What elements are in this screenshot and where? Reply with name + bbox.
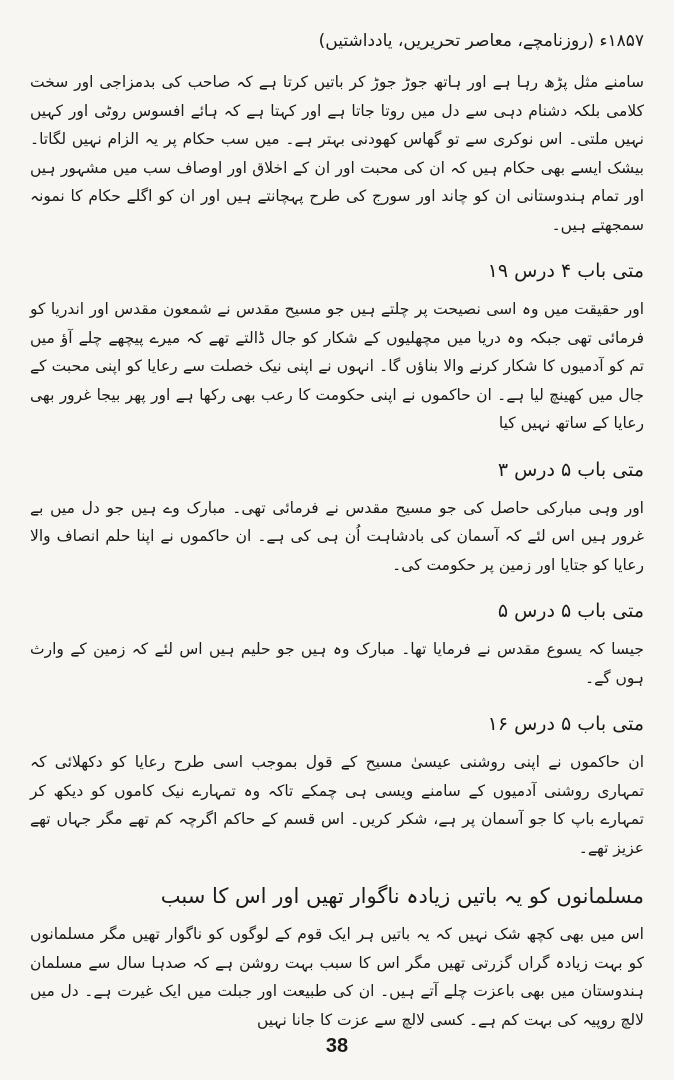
section-heading: متی باب ۵ درس ۳ xyxy=(497,458,644,481)
section-heading: مسلمانوں کو یہ باتیں زیادہ ناگوار تھیں اور اس کا سبب xyxy=(160,884,644,908)
paragraph: اور وہی مبارکی حاصل کی جو مسیح مقدس نے فرمائی تھی۔ مبارک وے ہیں جو دل میں بے غرور ہیں اس لئے کہ آسمان کی بادشاہت اُن ہی کی ہے۔ ان حاکموں نے اپنا حلم انصاف والا رعایا کو جتایا اور زمین پر حکومت کی۔ xyxy=(30,498,644,574)
running-head: ۱۸۵۷ء (روزنامچے، معاصر تحریریں، یادداشتیں) xyxy=(318,31,644,51)
paragraph: اس میں بھی کچھ شک نہیں کہ یہ باتیں ہر ایک قوم کے لوگوں کو ناگوار تھیں مگر مسلمانوں کو بہت زیادہ گراں گزرتی تھیں مگر اس کا سبب بہت روشن ہے کہ صدہا سال سے مسلمان ہندوستان میں بھی باعزت چلے آتے ہیں۔ ان کی طبیعت اور جبلت میں ایک غیرت ہے۔ دل میں لالچ روپیہ کی بہت کم ہے۔ کسی لالچ سے عزت کا جانا نہیں xyxy=(30,925,644,1029)
section-heading: متی باب ۵ درس ۵ xyxy=(497,600,644,622)
section-heading: متی باب ۴ درس ۱۹ xyxy=(487,260,644,282)
paragraph: اور حقیقت میں وہ اسی نصیحت پر چلتے ہیں جو مسیح مقدس نے شمعون مقدس اور اندریا کو فرمائی تھی جبکہ وہ دریا میں مچھلیوں کے شکار کو جال ڈالتے تھے کہ میرے پیچھے چلے آؤ میں تم کو آدمیوں کا شکار کرنے والا بناؤں گا۔ انہوں نے اپنی نیک خصلت سے رعایا کو اپنی محبت کے جال میں کھینچ لیا ہے۔ ان حاکموں نے اپنی حکومت کا رعب بھی رکھا ہے اور پھر بیجا غرور بھی رعایا کے ساتھ نہیں کیا xyxy=(30,300,644,432)
paragraph: ان حاکموں نے اپنی روشنی عیسیٰ مسیح کے قول بموجب اسی طرح رعایا کو دکھلائی کہ تمہاری روشنی آدمیوں کے سامنے ویسی ہی چمکے تاکہ وہ تمہارے نیک کاموں کو دیکھ کر تمہارے باپ کا جو آسمان پر ہے، شکر کریں۔ اس قسم کے حاکم اگرچہ کم تھے مگر جہاں تھے عزیز تھے۔ xyxy=(30,753,644,857)
paragraph: سامنے مثل پڑھ رہا ہے اور ہاتھ جوڑ جوڑ کر باتیں کرتا ہے کہ صاحب کی بدمزاجی اور سخت کلامی بلکہ دشنام دہی سے دل میں روتا جاتا ہے اور کہتا ہے کہ ہائے افسوس روٹی اور کہیں نہیں ملتی۔ اس نوکری سے تو گھاس کھودنی بہتر ہے۔ میں سب حکام پر یہ الزام نہیں لگاتا۔ بیشک ایسے بھی حکام ہیں کہ ان کی محبت اور ان کے اخلاق اور اوصاف سب میں مشہور ہیں اور تمام ہندوستانی ان کو چاند اور سورج کی طرح پہچانتے ہیں اور ان کو اگلے حکام کا نمونہ سمجھتے ہیں۔ xyxy=(30,73,644,234)
section-heading: متی باب ۵ درس ۱۶ xyxy=(487,713,644,735)
page-number: 38 xyxy=(325,1035,349,1057)
page-content xyxy=(30,68,644,1034)
paragraph: جیسا کہ یسوع مقدس نے فرمایا تھا۔ مبارک وہ ہیں جو حلیم ہیں اس لئے کہ زمین کے وارث ہوں گے۔ xyxy=(30,640,644,687)
